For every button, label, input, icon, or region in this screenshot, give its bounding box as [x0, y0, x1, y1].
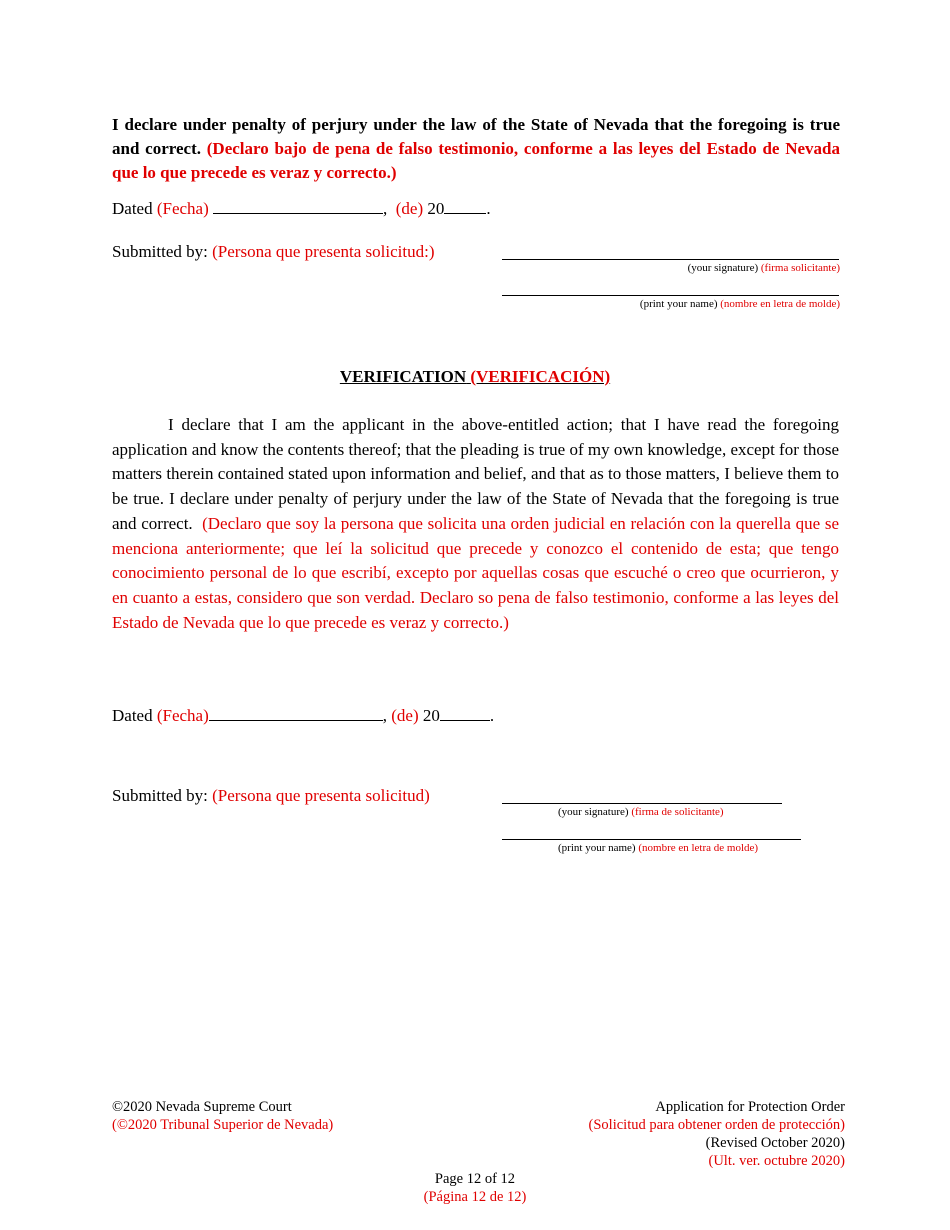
submitted-label-es: (Persona que presenta solicitud:) [212, 242, 435, 261]
footer-left [112, 1098, 333, 1134]
print-caption-es: (nombre en letra de molde) [638, 842, 759, 854]
print-caption-en: (print your name) [558, 842, 636, 854]
year-prefix: 20 [422, 706, 440, 725]
dated-label: Dated [112, 706, 153, 725]
dated-line-2 [112, 704, 494, 729]
declaration-text-en: I declare under penalty of perjury under the law of the State of Nevada that the foregoing is true and correct. [112, 115, 840, 158]
verification-body-es: (Declaro que soy la persona que solicita una orden judicial en relación con la querella que se menciona anteriormente; que leí la solicitud que precede y conozco el contenido de esta; que tengo conocimiento personal de lo que escribí, excepto por aquellas cosas que escuché o creo que ocurrieron, y en cuanto a estas, considero que son verdad. Declaro so pena de falso testimonio, conforme a las leyes del Estado de Nevada que lo que precede es veraz y correcto.) [112, 513, 839, 632]
footer-right [589, 1098, 845, 1170]
dated-label-es: (Fecha) [156, 199, 209, 218]
print-name-line-2[interactable] [502, 839, 801, 840]
dated-label-es: (Fecha) [156, 706, 209, 725]
revision-en: (Revised October 2020) [705, 1135, 845, 1151]
verification-title-es: (VERIFICACIÓN) [470, 367, 611, 386]
print-name-line-1[interactable] [502, 295, 839, 296]
copyright-en: ©2020 Nevada Supreme Court [112, 1099, 292, 1115]
print-name-caption-2 [558, 842, 758, 855]
verification-title-en: VERIFICATION [339, 367, 467, 386]
signature-caption-1 [502, 262, 840, 275]
page-number-en: Page 12 of 12 [434, 1171, 516, 1187]
copyright-es: (©2020 Tribunal Superior de Nevada) [112, 1117, 334, 1133]
submitted-label: Submitted by: [112, 786, 208, 805]
year-prefix: 20 [427, 199, 445, 218]
comma: , [383, 199, 388, 218]
page-number [0, 1170, 950, 1206]
comma: , [382, 706, 388, 725]
dated-line-1 [112, 197, 491, 222]
signature-caption-2 [558, 806, 724, 819]
year-blank[interactable] [440, 706, 490, 721]
perjury-declaration [112, 113, 840, 185]
declaration-text-es: (Declaro bajo de pena de falso testimonio, conforme a las leyes del Estado de Nevada que lo que precede es veraz y correcto.) [112, 139, 840, 182]
dated-label: Dated [112, 199, 153, 218]
verification-body-en: I declare that I am the applicant in the above-entitled action; that I have read the foregoing application and know the contents thereof; that the pleading is true of my own knowledge, except for those matters therein contained stated upon information and belief, and that as to those matters, I believe them to be true. I declare under penalty of perjury under the law of the State of Nevada that the foregoing is true and correct. [112, 415, 840, 533]
print-caption-es: (nombre en letra de molde) [720, 298, 840, 310]
period: . [486, 199, 491, 218]
signature-caption-es: (firma de solicitante) [631, 806, 724, 818]
submitted-by-1 [112, 240, 434, 265]
year-blank[interactable] [444, 199, 486, 214]
de-label: (de) [395, 199, 424, 218]
de-label: (de) [391, 706, 419, 725]
page-number-es: (Página 12 de 12) [423, 1189, 527, 1205]
period: . [489, 706, 495, 725]
print-caption-en: (print your name) [639, 298, 718, 310]
submitted-label: Submitted by: [112, 242, 208, 261]
verification-body [112, 413, 839, 635]
revision-es: (Ult. ver. octubre 2020) [708, 1153, 845, 1169]
print-name-caption-1 [502, 298, 840, 311]
signature-caption-en: (your signature) [687, 262, 759, 274]
form-title-es: (Solicitud para obtener orden de protección) [588, 1117, 845, 1133]
signature-line-2[interactable] [502, 803, 782, 804]
date-blank[interactable] [213, 199, 383, 214]
form-title-en: Application for Protection Order [655, 1099, 845, 1115]
signature-line-1[interactable] [502, 259, 839, 260]
verification-title [0, 365, 950, 390]
signature-caption-es: (firma solicitante) [760, 262, 840, 274]
submitted-label-es: (Persona que presenta solicitud) [212, 786, 430, 805]
submitted-by-2 [112, 784, 430, 809]
signature-caption-en: (your signature) [558, 806, 629, 818]
date-blank[interactable] [209, 706, 383, 721]
